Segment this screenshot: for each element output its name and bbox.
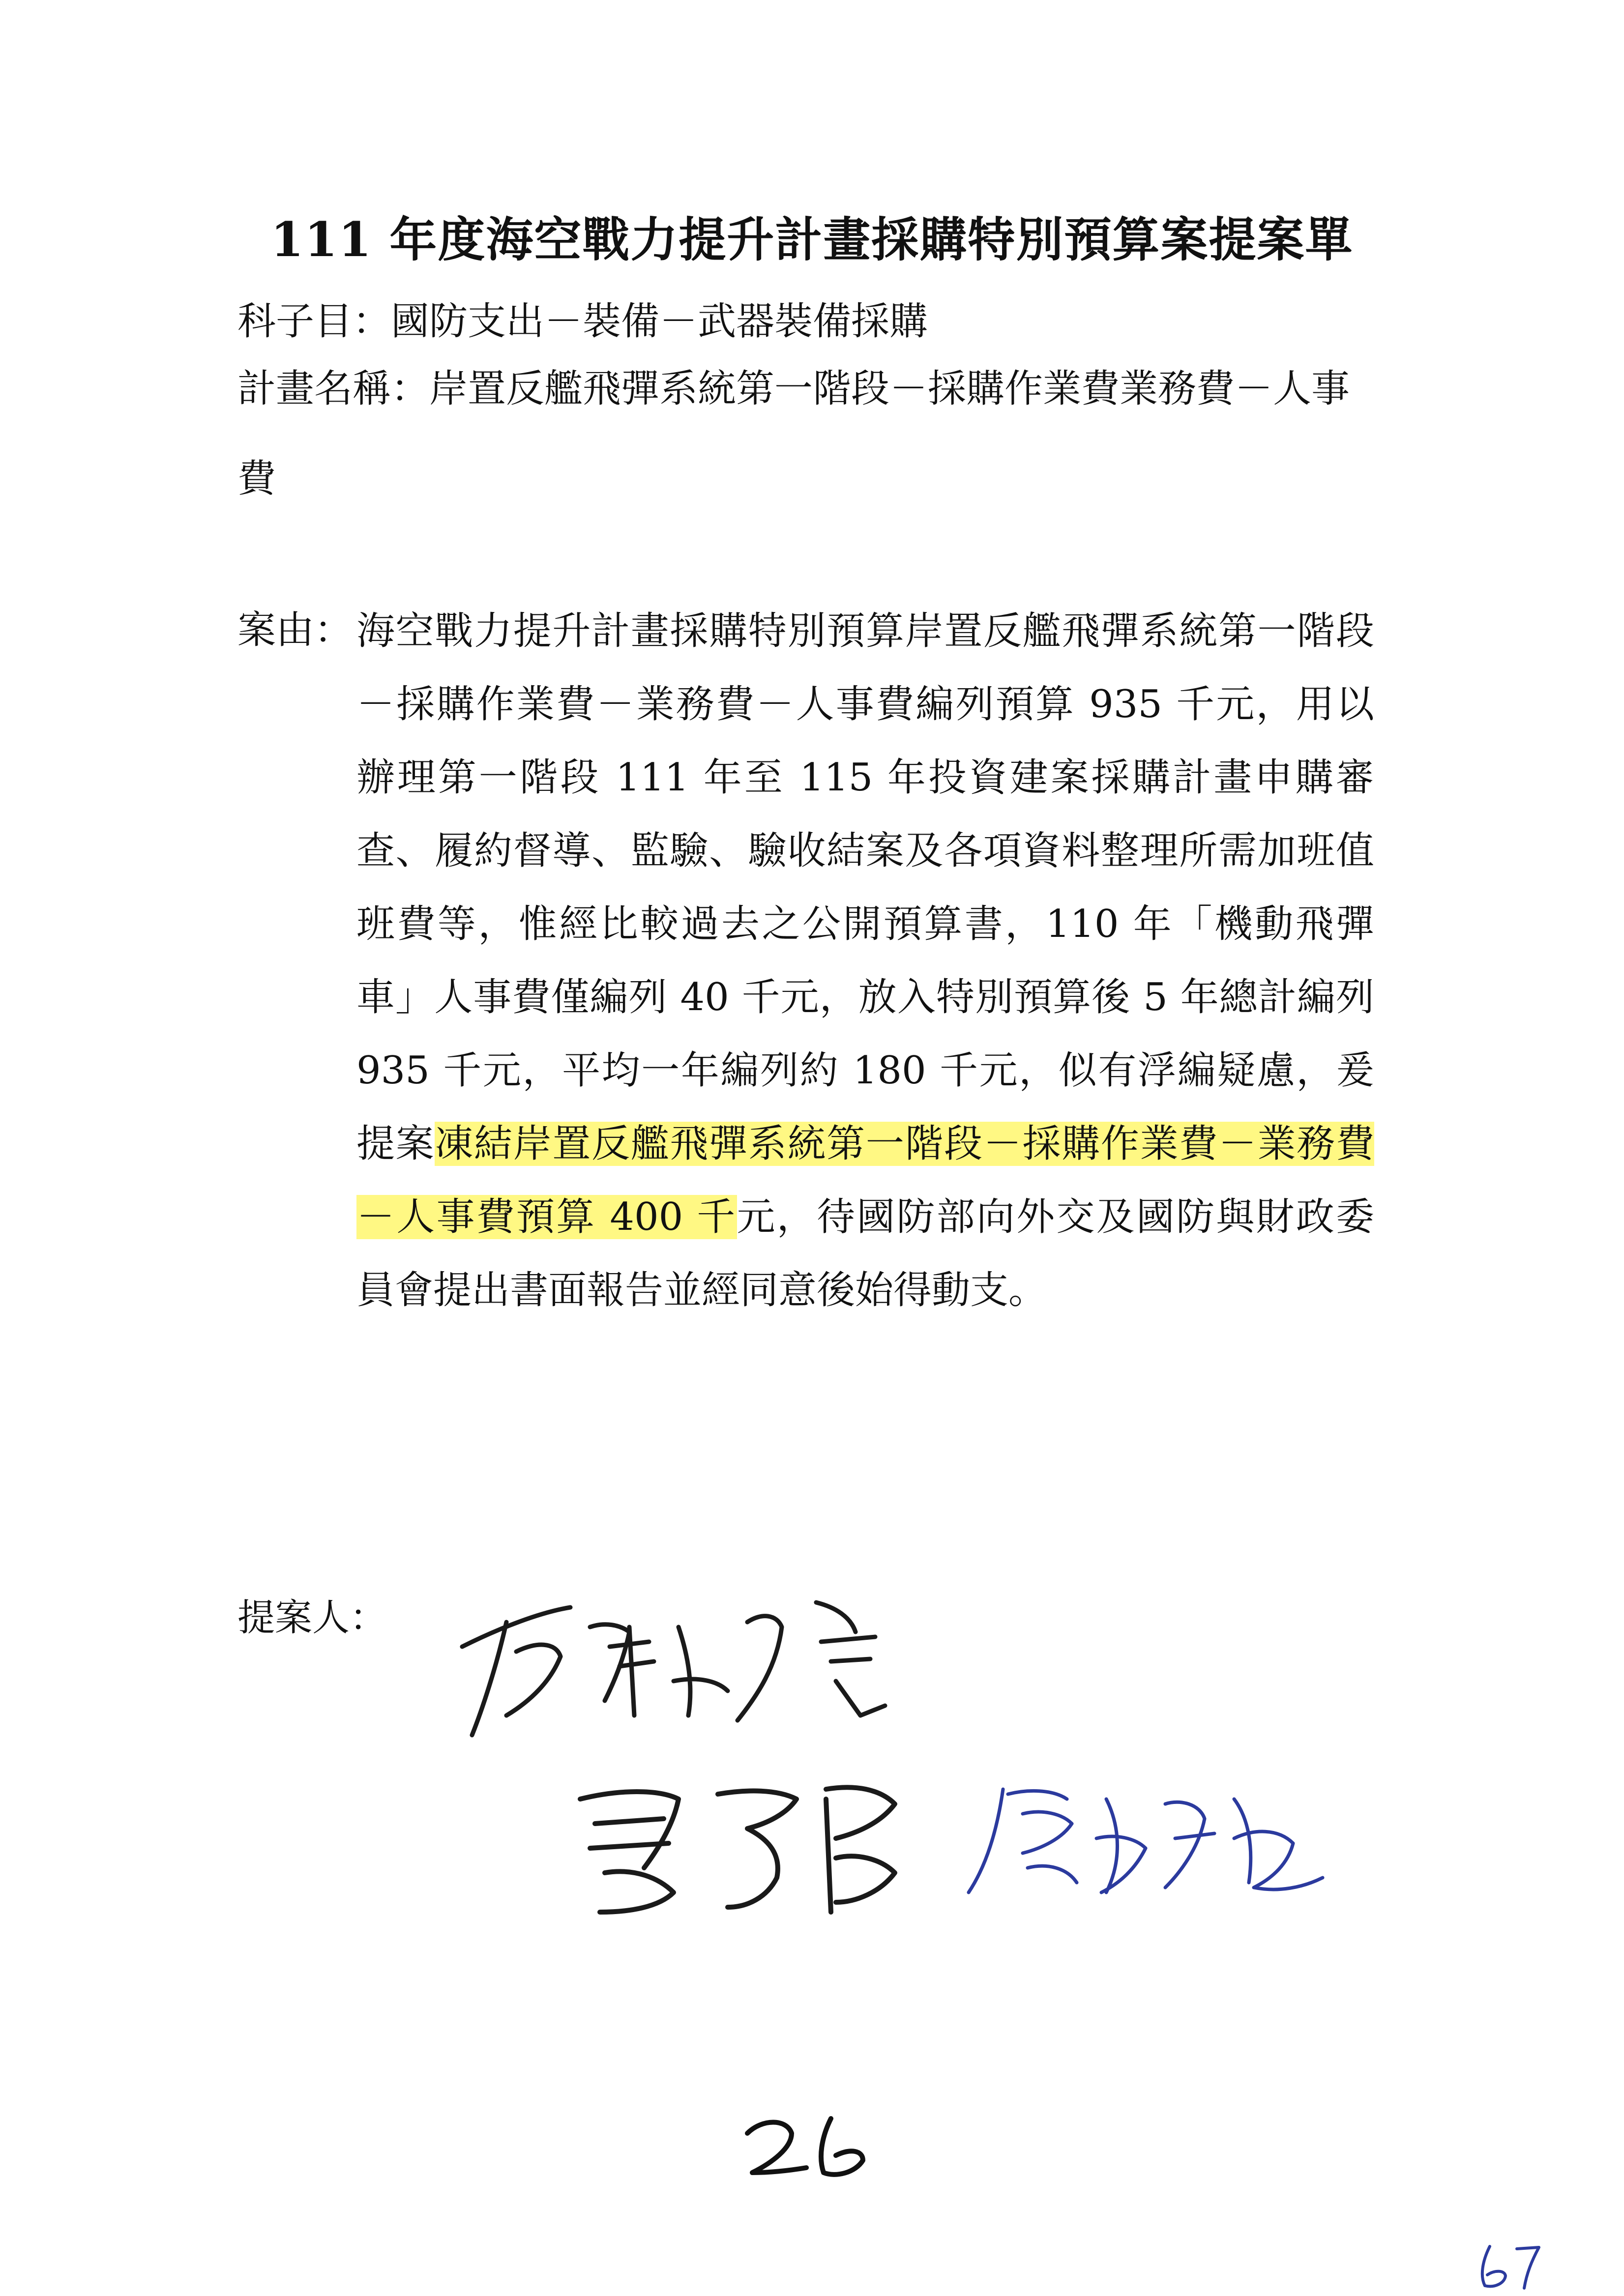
reason-text: 海空戰力提升計畫採購特別預算岸置反艦飛彈系統第一階段－採購作業費－業務費－人事費編列預算 935 千元，用以辦理第一階段 111 年至 115 年投資建案採購計畫申購審查、履約督導、監驗、驗收結案及各項資料整理所需加班值班費等，惟經比較過去之公開預算書，110 年「機動飛彈車」人事費僅編列 40 千元，放入特別預算後 5 年總計編列 935 千元，平均一年編列約 180 千元，似有浮編疑慮，爰提案: [356, 609, 1374, 1166]
reason-text-end: 元，待國防部向外交及國防與財政委員會提出書面報告並經同意後始得動支。: [356, 1195, 1374, 1312]
reason-body: [356, 595, 1374, 1327]
document-title: 111 年度海空戰力提升計畫採購特別預算案提案單: [270, 212, 1354, 267]
signature-2: [561, 1770, 915, 1927]
reason-highlighted-text: 凍結岸置反艦飛彈系統第一階段－採購作業費－業務費－人事費預算 400 千: [356, 1122, 1374, 1239]
signature-3: [959, 1770, 1332, 1917]
handwritten-corner-number: [1470, 2241, 1549, 2291]
plan-name-continuation: 費: [237, 457, 276, 501]
proposer-label: 提案人：: [237, 1596, 387, 1639]
subject-line: 科子目：國防支出－裝備－武器裝備採購: [237, 299, 928, 344]
handwritten-page-number: [738, 2109, 885, 2187]
plan-name-line: 計畫名稱：岸置反艦飛彈系統第一階段－採購作業費業務費－人事: [237, 367, 1350, 411]
reason-label: 案由：: [237, 608, 353, 652]
signature-1: [443, 1568, 934, 1755]
